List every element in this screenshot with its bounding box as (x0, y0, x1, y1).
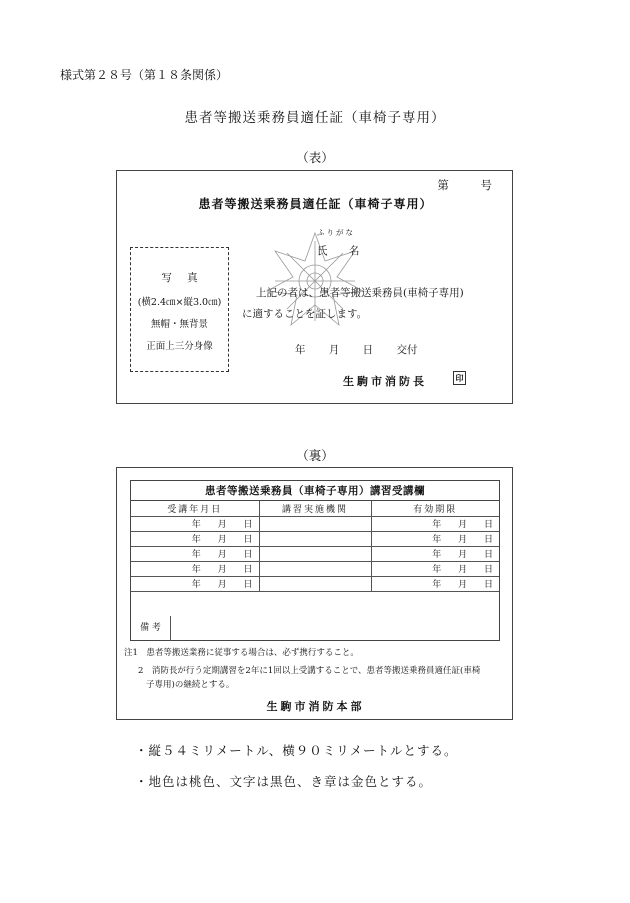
attendance-date-cell[interactable]: 年 月 日 (131, 561, 259, 576)
attendance-date-cell[interactable]: 年 月 日 (131, 531, 259, 546)
photo-label: 写 真 (161, 272, 198, 284)
table-header-row (131, 501, 499, 516)
page-title: 患者等搬送乗務員適任証（車椅子専用） (184, 110, 446, 126)
back-issuer-name: 生駒市消防本部 (266, 700, 365, 713)
photo-placeholder (130, 247, 229, 372)
color-specification: ・地色は桃色、文字は黒色、き章は金色とする。 (135, 774, 433, 789)
table-row (131, 561, 499, 576)
certificate-front-card (116, 170, 513, 404)
table-row (131, 516, 499, 531)
header-expiry: 有効期限 (371, 501, 499, 516)
table-row (131, 546, 499, 561)
expiry-cell[interactable]: 年 月 日 (371, 546, 499, 561)
training-org-cell[interactable] (259, 531, 371, 546)
table-row (131, 531, 499, 546)
remarks-row[interactable] (131, 616, 499, 641)
name-label: 氏 名 (317, 245, 360, 257)
size-specification: ・縦５４ミリメートル、横９０ミリメートルとする。 (135, 743, 458, 758)
training-grid (131, 501, 499, 592)
expiry-cell[interactable]: 年 月 日 (371, 531, 499, 546)
photo-size: (横2.4㎝×縦3.0㎝) (137, 297, 222, 308)
certificate-number-field: 第 号 (437, 178, 492, 192)
header-attendance-date: 受講年月日 (131, 501, 259, 516)
training-org-cell[interactable] (259, 561, 371, 576)
note-1: 注1 患者等搬送業務に従事する場合は、必ず携行すること。 (124, 648, 359, 658)
training-record-table (130, 480, 500, 641)
training-org-cell[interactable] (259, 576, 371, 591)
header-training-org: 講習実施機関 (259, 501, 371, 516)
expiry-cell[interactable]: 年 月 日 (371, 561, 499, 576)
front-side-label: （表） (296, 150, 334, 165)
form-number: 様式第２８号（第１８条関係） (60, 68, 229, 82)
seal-stamp: 印 (453, 371, 466, 385)
card-title: 患者等搬送乗務員適任証（車椅子専用） (198, 197, 433, 211)
certificate-back-card (116, 467, 513, 720)
remarks-label: 備 考 (131, 616, 171, 641)
table-row (131, 576, 499, 591)
attendance-date-cell[interactable]: 年 月 日 (131, 576, 259, 591)
attendance-date-cell[interactable]: 年 月 日 (131, 516, 259, 531)
training-org-cell[interactable] (259, 516, 371, 531)
furigana-label: ふりがな (317, 228, 355, 237)
table-title: 患者等搬送乗務員（車椅子専用）講習受講欄 (131, 481, 499, 501)
photo-condition: 無帽・無背景 (150, 319, 208, 330)
issue-date: 年 月 日 交付 (295, 344, 418, 356)
training-org-cell[interactable] (259, 546, 371, 561)
certification-text-line1: 上記の者は、患者等搬送乗務員(車椅子専用) (256, 287, 464, 299)
back-side-label: （裏） (296, 448, 334, 463)
expiry-cell[interactable]: 年 月 日 (371, 576, 499, 591)
photo-pose: 正面上三分身像 (146, 341, 213, 352)
certification-text-line2: に適することを証します。 (242, 308, 368, 320)
attendance-date-cell[interactable]: 年 月 日 (131, 546, 259, 561)
note-2-continued: 子専用)の継続とする。 (146, 680, 235, 690)
note-2: 2 消防長が行う定期講習を2年に1回以上受講することで、患者等搬送乗務員適任証(車椅 (138, 666, 481, 676)
issuer-name: 生駒市消防長 (343, 375, 427, 388)
expiry-cell[interactable]: 年 月 日 (371, 516, 499, 531)
